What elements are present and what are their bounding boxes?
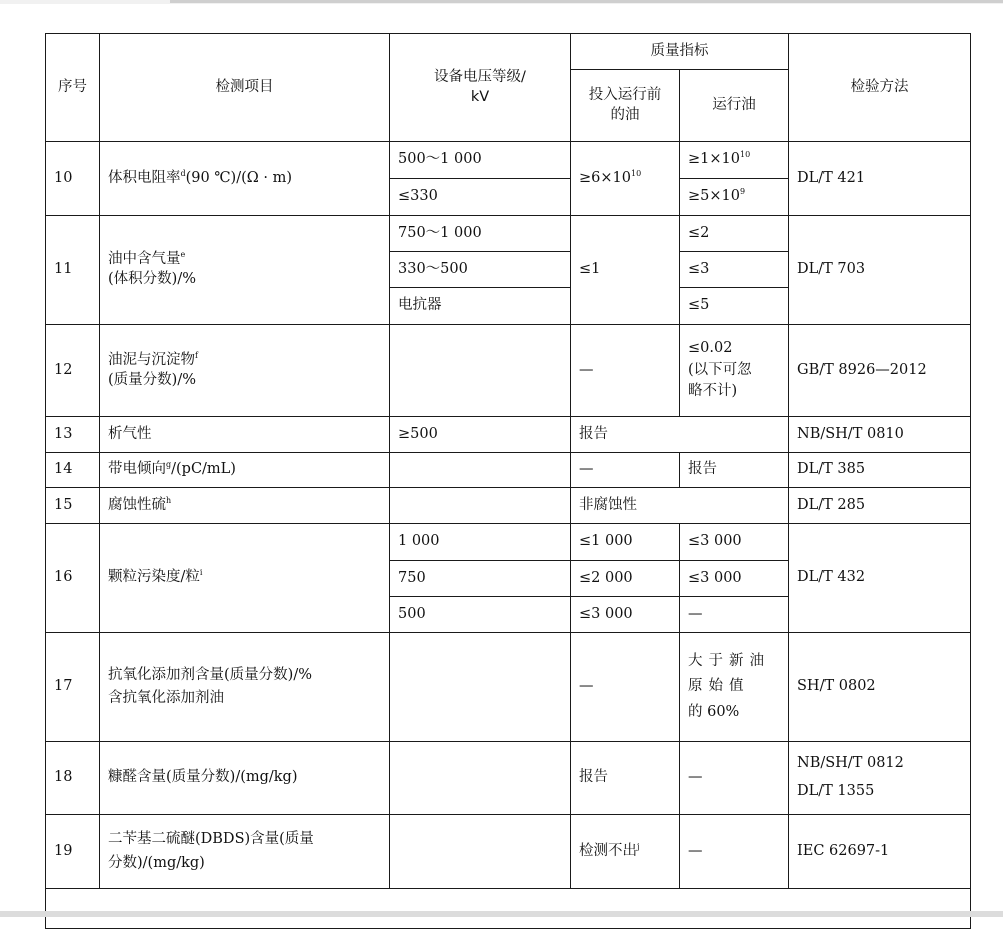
header-running-oil: 运行油 bbox=[680, 70, 789, 142]
row-number: 10 bbox=[46, 142, 100, 216]
table-row bbox=[46, 216, 971, 252]
footnote-area bbox=[46, 889, 971, 929]
row-number: 19 bbox=[46, 815, 100, 889]
voltage-value: 电抗器 bbox=[390, 288, 571, 325]
quality-value: 非腐蚀性 bbox=[571, 488, 789, 524]
before-operation-value: 检测不出$^j$ bbox=[571, 815, 680, 889]
test-method: DL/T 285 bbox=[789, 488, 971, 524]
row-number: 11 bbox=[46, 216, 100, 325]
header-number: 序号 bbox=[46, 34, 100, 142]
test-item: 带电倾向$^g$/(pC/mL) bbox=[100, 453, 390, 488]
running-oil-value: $\ge 5\times 10^9$ bbox=[680, 179, 789, 216]
test-method: NB/SH/T 0812 DL/T 1355 bbox=[789, 742, 971, 815]
table-row bbox=[46, 417, 971, 453]
voltage-value: 750～1 000 bbox=[390, 216, 571, 252]
top-edge-shadow bbox=[170, 0, 1003, 3]
table-row bbox=[46, 325, 971, 417]
document-page bbox=[45, 33, 971, 929]
running-oil-value: 报告 bbox=[680, 453, 789, 488]
running-oil-value: ≤3 000 bbox=[680, 524, 789, 561]
running-oil-value: ≤3 bbox=[680, 252, 789, 288]
test-item: 颗粒污染度/粒$^i$ bbox=[100, 524, 390, 633]
table-row bbox=[46, 742, 971, 815]
running-oil-value: ≤3 000 bbox=[680, 561, 789, 597]
voltage-value bbox=[390, 815, 571, 889]
before-operation-value: $\ge 6\times 10^{10}$ bbox=[571, 142, 680, 216]
quality-value: 报告 bbox=[571, 417, 789, 453]
test-item: 油中含气量$^e$ (体积分数)/% bbox=[100, 216, 390, 325]
running-oil-value: — bbox=[680, 742, 789, 815]
test-method: NB/SH/T 0810 bbox=[789, 417, 971, 453]
bottom-edge-strip bbox=[0, 911, 1003, 917]
before-operation-value: ≤1 bbox=[571, 216, 680, 325]
row-number: 12 bbox=[46, 325, 100, 417]
oil-quality-table bbox=[45, 33, 971, 929]
voltage-value: 1 000 bbox=[390, 524, 571, 561]
voltage-value bbox=[390, 453, 571, 488]
voltage-value bbox=[390, 633, 571, 742]
voltage-value bbox=[390, 488, 571, 524]
before-operation-value: — bbox=[571, 633, 680, 742]
voltage-value: 330～500 bbox=[390, 252, 571, 288]
voltage-value: 500～1 000 bbox=[390, 142, 571, 179]
test-method: DL/T 421 bbox=[789, 142, 971, 216]
row-number: 16 bbox=[46, 524, 100, 633]
test-method: SH/T 0802 bbox=[789, 633, 971, 742]
voltage-value: ≥500 bbox=[390, 417, 571, 453]
voltage-value bbox=[390, 325, 571, 417]
test-method: DL/T 432 bbox=[789, 524, 971, 633]
test-method: IEC 62697-1 bbox=[789, 815, 971, 889]
table-row bbox=[46, 453, 971, 488]
voltage-value bbox=[390, 742, 571, 815]
test-item: 抗氧化添加剂含量(质量分数)/% 含抗氧化添加剂油 bbox=[100, 633, 390, 742]
test-item: 油泥与沉淀物$^f$ (质量分数)/% bbox=[100, 325, 390, 417]
running-oil-value: — bbox=[680, 815, 789, 889]
running-oil-value: ≤0.02 (以下可忽 略不计) bbox=[680, 325, 789, 417]
running-oil-value: 大于新油 原始值 的 60% bbox=[680, 633, 789, 742]
voltage-value: 750 bbox=[390, 561, 571, 597]
table-row bbox=[46, 524, 971, 561]
row-number: 17 bbox=[46, 633, 100, 742]
before-operation-value: — bbox=[571, 453, 680, 488]
row-number: 15 bbox=[46, 488, 100, 524]
test-item: 析气性 bbox=[100, 417, 390, 453]
table-row bbox=[46, 142, 971, 179]
running-oil-value: $\ge 1\times 10^{10}$ bbox=[680, 142, 789, 179]
row-number: 13 bbox=[46, 417, 100, 453]
row-number: 18 bbox=[46, 742, 100, 815]
voltage-value: ≤330 bbox=[390, 179, 571, 216]
header-quality-index: 质量指标 bbox=[571, 34, 789, 70]
top-edge-strip bbox=[0, 0, 1003, 4]
header-voltage-level: 设备电压等级/ kV bbox=[390, 34, 571, 142]
before-operation-value: ≤1 000 bbox=[571, 524, 680, 561]
header-test-item: 检测项目 bbox=[100, 34, 390, 142]
test-item: 体积电阻率$^d$(90 ℃)/(Ω · m) bbox=[100, 142, 390, 216]
voltage-value: 500 bbox=[390, 597, 571, 633]
test-item: 糠醛含量(质量分数)/(mg/kg) bbox=[100, 742, 390, 815]
footnote-row bbox=[46, 889, 971, 929]
before-operation-value: — bbox=[571, 325, 680, 417]
table-row bbox=[46, 633, 971, 742]
table-row bbox=[46, 488, 971, 524]
before-operation-value: ≤2 000 bbox=[571, 561, 680, 597]
header-before-operation: 投入运行前 的油 bbox=[571, 70, 680, 142]
running-oil-value: ≤5 bbox=[680, 288, 789, 325]
running-oil-value: ≤2 bbox=[680, 216, 789, 252]
table-row bbox=[46, 815, 971, 889]
table-header-row bbox=[46, 34, 971, 70]
before-operation-value: ≤3 000 bbox=[571, 597, 680, 633]
before-operation-value: 报告 bbox=[571, 742, 680, 815]
running-oil-value: — bbox=[680, 597, 789, 633]
test-method: GB/T 8926—2012 bbox=[789, 325, 971, 417]
test-item: 腐蚀性硫$^h$ bbox=[100, 488, 390, 524]
test-item: 二苄基二硫醚(DBDS)含量(质量 分数)/(mg/kg) bbox=[100, 815, 390, 889]
row-number: 14 bbox=[46, 453, 100, 488]
test-method: DL/T 385 bbox=[789, 453, 971, 488]
header-test-method: 检验方法 bbox=[789, 34, 971, 142]
test-method: DL/T 703 bbox=[789, 216, 971, 325]
